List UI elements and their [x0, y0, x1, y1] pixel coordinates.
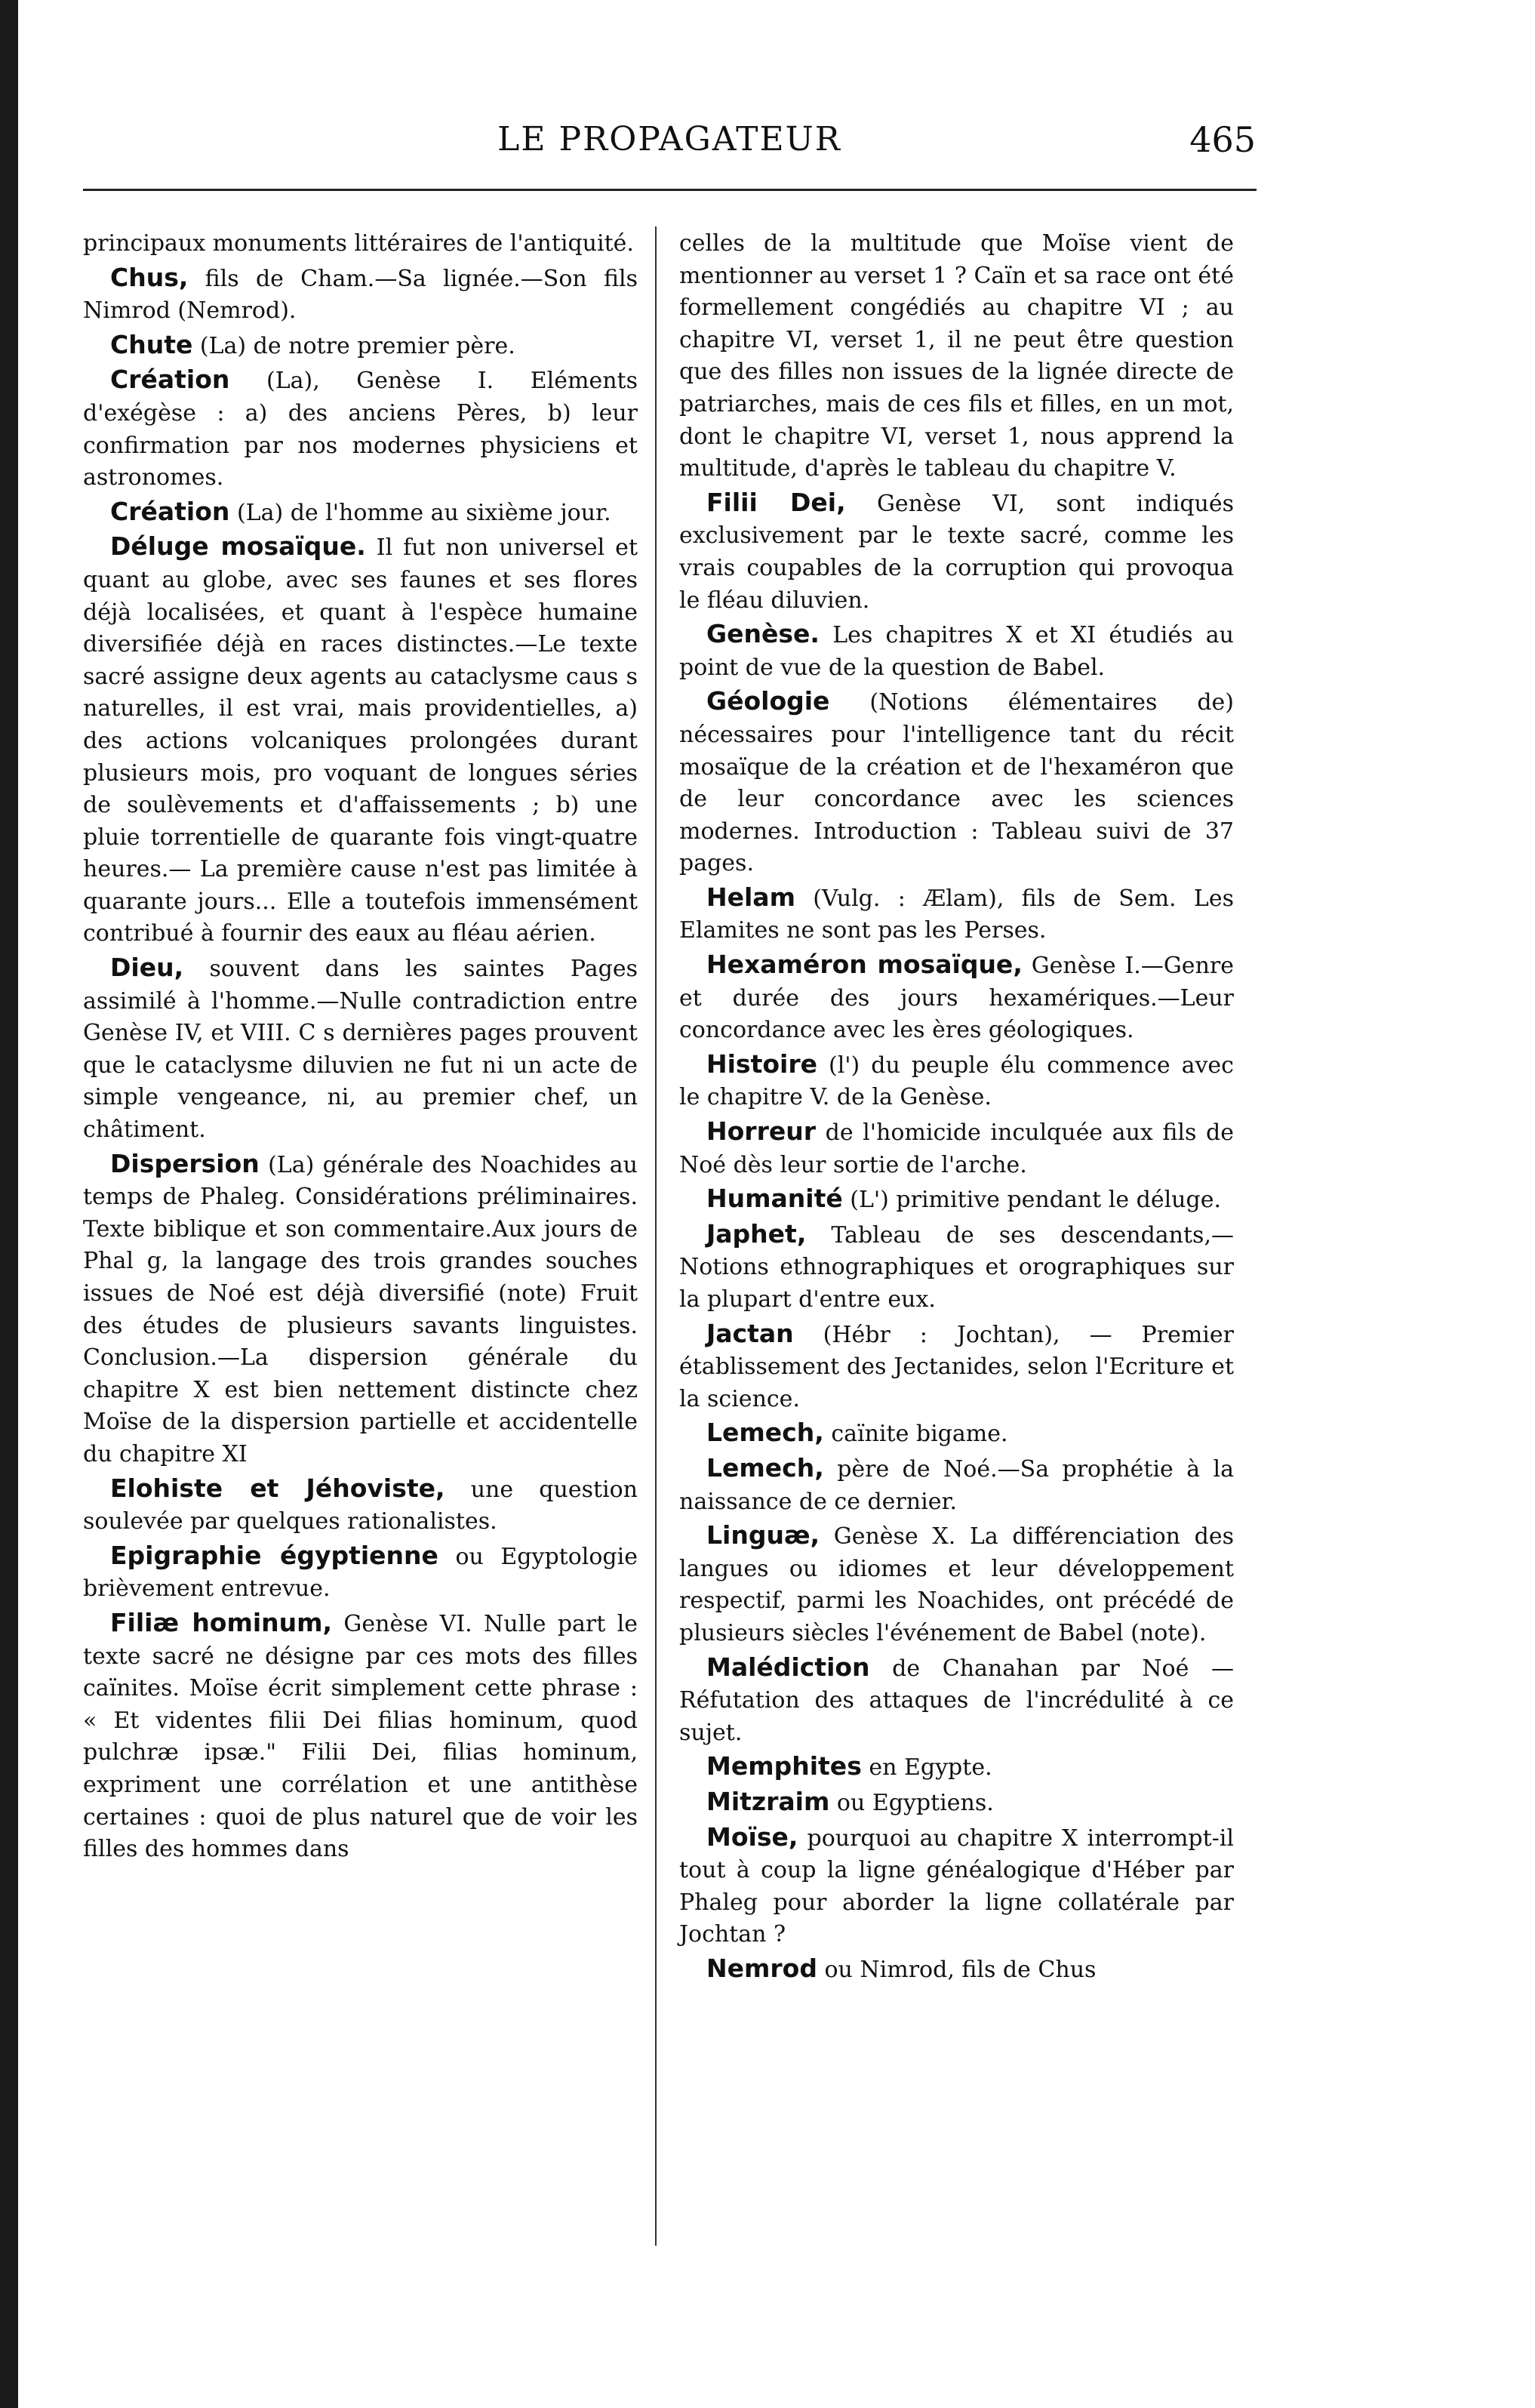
index-entry: Hexaméron mosaïque, Genèse I.—Genre et durée des jours hexamériques.—Leur concordance avec les ères géologiques. — [679, 950, 1234, 1044]
headword: Création — [110, 496, 230, 526]
index-entry: Chus, fils de Cham.—Sa lignée.—Son fils Nimrod (Nemrod). — [83, 262, 638, 325]
index-entry: Dieu, souvent dans les saintes Pages assimilé à l'homme.—Nulle contradiction entre Genèse IV, et VIII. C s dernières pages prouvent que le cataclysme diluvien ne fut ni un acte de simple vengeance, ni, au premier chef, un châtiment. — [83, 953, 638, 1144]
header-rule — [83, 189, 1257, 191]
headword: Elohiste et Jéhoviste, — [110, 1473, 445, 1503]
headword: Filiæ hominum, — [110, 1607, 333, 1637]
index-entry: celles de la multitude que Moïse vient de mentionner au verset 1 ? Caïn et sa race ont été formellement congédiés au chapitre VI ; au chapitre VI, verset 1, il ne peut être question que des filles non issues de la lignée directe de patriarches, mais de ces fils et filles, en un mot, dont le chapitre VI, verset 1, nous apprend la multitude, d'après le tableau du chapitre V. — [679, 230, 1234, 482]
index-entry: Helam (Vulg. : Ælam), fils de Sem. Les Elamites ne sont pas les Perses. — [679, 882, 1234, 944]
running-head — [83, 113, 1256, 166]
index-entry: Dispersion (La) générale des Noachides au temps de Phaleg. Considérations préliminaires. Texte biblique et son commentaire.Aux jours de Phal g, la langage des trois grandes souches issues de Noé est déjà diversifié (note) Fruit des études de plusieurs savants linguistes. Conclusion.—La dispersion générale du chapitre X est bien nettement distincte chez Moïse de la dispersion partielle et accidentelle du chapitre XI — [83, 1148, 638, 1467]
right-column — [679, 226, 1234, 1988]
index-entry: Création (La) de l'homme au sixième jour. — [110, 496, 611, 526]
headword: Histoire — [706, 1048, 817, 1079]
headword: Malédiction — [706, 1652, 870, 1682]
left-column — [83, 226, 638, 1868]
index-entry: Jactan (Hébr : Jochtan), — Premier établissement des Jectanides, selon l'Ecriture et la science. — [679, 1318, 1234, 1412]
index-entry: Filii Dei, Genèse VI, sont indiqués exclusivement par le texte sacré, comme les vrais coupables de la corruption qui provoqua le fléau diluvien. — [679, 487, 1234, 614]
index-entry: Histoire (l') du peuple élu commence avec le chapitre V. de la Genèse. — [679, 1048, 1234, 1111]
headword: Dispersion — [110, 1148, 260, 1178]
index-entry: Géologie (Notions élémentaires de) nécessaires pour l'intelligence tant du récit mosaïque de la création et de l'hexaméron que de leur concordance avec les sciences modernes. Introduction : Tableau suivi de 37 pages. — [679, 686, 1234, 877]
column-divider — [655, 226, 657, 2246]
index-entry: Humanité (L') primitive pendant le déluge. — [706, 1184, 1221, 1214]
headword: Mitzraim — [706, 1786, 830, 1816]
headword: Lemech, — [706, 1418, 824, 1448]
index-entry: Genèse. Les chapitres X et XI étudiés au point de vue de la question de Babel. — [679, 619, 1234, 681]
headword: Japhet, — [706, 1218, 807, 1249]
headword: Hexaméron mosaïque, — [706, 950, 1023, 980]
index-entry: Nemrod ou Nimrod, fils de Chus — [706, 1953, 1097, 1983]
index-entry: Lemech, père de Noé.—Sa prophétie à la naissance de ce dernier. — [679, 1452, 1234, 1515]
index-entry: Filiæ hominum, Genèse VI. Nulle part le texte sacré ne désigne par ces mots des filles caïnites. Moïse écrit simplement cette phrase : « Et videntes filii Dei filias hominum, quod pulchræ ipsæ." Filii Dei, filias hominum, expriment une corrélation et une antithèse certaines : quoi de plus naturel que de voir les filles des hommes dans — [83, 1607, 638, 1863]
headword: Création — [110, 365, 230, 395]
headword: Nemrod — [706, 1953, 817, 1983]
headword: Chute — [110, 329, 193, 359]
headword: Horreur — [706, 1116, 816, 1147]
scan-edge-shadow — [0, 0, 18, 2408]
index-entry: Horreur de l'homicide inculquée aux fils de Noé dès leur sortie de l'arche. — [679, 1116, 1234, 1178]
headword: Memphites — [706, 1751, 862, 1781]
index-entry: Lemech, caïnite bigame. — [706, 1418, 1008, 1448]
index-entry: Création (La), Genèse I. Eléments d'exégèse : a) des anciens Pères, b) leur confirmation par nos modernes physiciens et astronomes. — [83, 365, 638, 491]
running-title: LE PROPAGATEUR — [497, 120, 841, 159]
headword: Moïse, — [706, 1821, 798, 1852]
headword: Chus, — [110, 262, 189, 292]
headword: Linguæ, — [706, 1520, 820, 1550]
headword: Dieu, — [110, 953, 184, 983]
index-entry: Japhet, Tableau de ses descendants,—Notions ethnographiques et orographiques sur la plupart d'entre eux. — [679, 1218, 1234, 1313]
headword: Lemech, — [706, 1452, 824, 1483]
index-entry: Linguæ, Genèse X. La différenciation des langues ou idiomes et leur développement respectif, parmi les Noachides, ont précédé de plusieurs siècles l'événement de Babel (note). — [679, 1520, 1234, 1646]
index-entry: Elohiste et Jéhoviste, une question soulevée par quelques rationalistes. — [83, 1473, 638, 1535]
index-entry: Mitzraim ou Egyptiens. — [706, 1786, 994, 1816]
headword: Géologie — [706, 686, 830, 716]
headword: Epigraphie égyptienne — [110, 1540, 438, 1570]
index-entry: Epigraphie égyptienne ou Egyptologie brièvement entrevue. — [83, 1540, 638, 1603]
page-number: 465 — [1189, 119, 1256, 160]
index-entry: Déluge mosaïque. Il fut non universel et quant au globe, avec ses faunes et ses flores déjà localisées, et quant à l'espèce humaine diversifiée déjà en races distinctes.—Le texte sacré assigne deux agents au cataclysme caus s naturelles, il est vrai, mais providentielles, a) des actions volcaniques prolongées durant plusieurs mois, pro voquant de longues séries de soulèvements et d'affaissements ; b) une pluie torrentielle de quarante fois vingt-quatre heures.— La première cause n'est pas limitée à quarante jours... Elle a toutefois immensément contribué à fournir des eaux au fléau aérien. — [83, 531, 638, 947]
headword: Filii Dei, — [706, 487, 846, 517]
index-entry: Chute (La) de notre premier père. — [110, 329, 515, 359]
index-entry: Moïse, pourquoi au chapitre X interrompt-il tout à coup la ligne généalogique d'Héber par Phaleg pour aborder la ligne collatérale par Jochtan ? — [679, 1821, 1234, 1948]
headword: Helam — [706, 882, 795, 912]
headword: Humanité — [706, 1184, 843, 1214]
headword: Jactan — [706, 1318, 794, 1348]
headword: Déluge mosaïque. — [110, 531, 366, 562]
index-entry: principaux monuments littéraires de l'antiquité. — [83, 230, 634, 257]
index-entry: Malédiction de Chanahan par Noé —Réfutation des attaques de l'incrédulité à ce sujet. — [679, 1652, 1234, 1746]
headword: Genèse. — [706, 619, 820, 649]
index-entry: Memphites en Egypte. — [706, 1751, 992, 1781]
